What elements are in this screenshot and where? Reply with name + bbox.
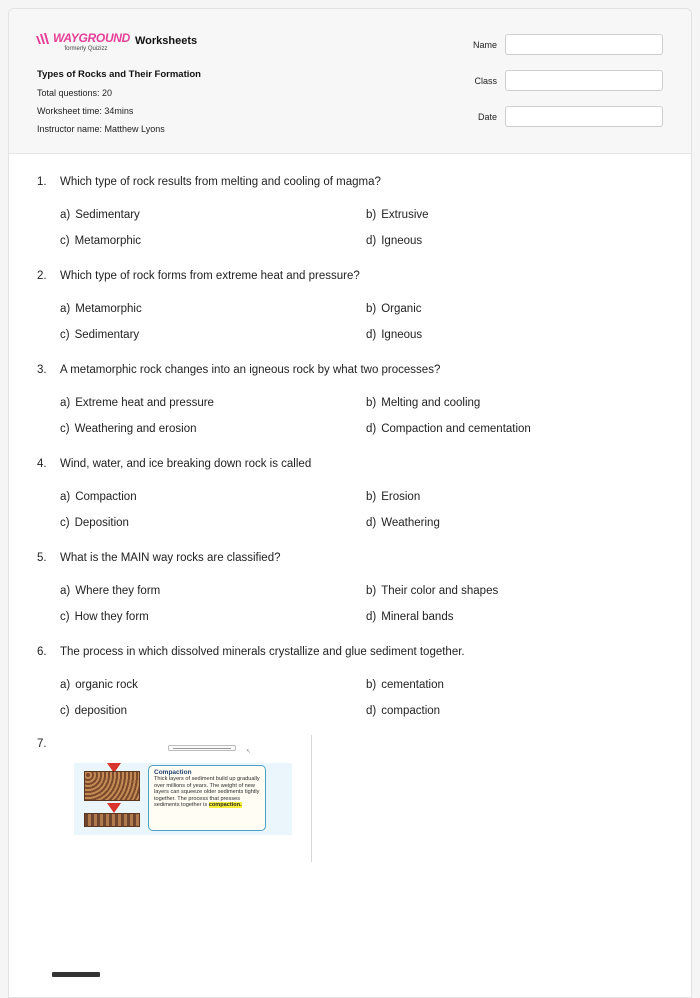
option-letter: d) [366, 423, 377, 435]
product-name: Worksheets [135, 35, 198, 47]
option-d[interactable] [366, 517, 626, 529]
option-text: deposition [74, 705, 128, 717]
figure-callout [148, 765, 266, 831]
callout-title: Compaction [154, 769, 192, 776]
option-text: Metamorphic [75, 303, 142, 315]
option-a[interactable] [60, 397, 366, 409]
class-row [473, 70, 663, 91]
option-d[interactable] [366, 705, 626, 717]
option-c[interactable] [60, 611, 366, 623]
option-letter: b) [366, 679, 377, 691]
pressure-arrow-icon [107, 803, 121, 813]
compacted-layer-image [84, 813, 140, 827]
cursor-icon: ↖ [246, 749, 252, 755]
option-text: Igneous [381, 329, 423, 341]
date-label: Date [477, 111, 497, 122]
total-questions: Total questions: 20 [37, 88, 113, 98]
option-d[interactable] [366, 423, 626, 435]
option-a[interactable] [60, 679, 366, 691]
worksheet-meta [37, 69, 201, 134]
option-letter: d) [366, 329, 377, 341]
logo-text: WAYGROUND [52, 31, 131, 45]
option-text: Weathering [381, 517, 440, 529]
option-letter: c) [60, 423, 70, 435]
option-a[interactable] [60, 303, 366, 315]
option-text: Extreme heat and pressure [75, 397, 214, 409]
question-image-frame [60, 735, 312, 862]
question-3 [37, 364, 663, 435]
callout-body: Thick layers of sediment build up gradually over millions of years. The weight of new layers can squeeze older sediments tightly together. The process that presses sediments together is [154, 776, 260, 809]
option-letter: c) [60, 329, 70, 341]
option-b[interactable] [366, 209, 626, 221]
option-text: Extrusive [381, 209, 429, 221]
option-letter: d) [366, 705, 377, 717]
logo-subtitle: formerly Quizizz [64, 46, 108, 52]
option-letter: a) [60, 209, 71, 221]
question-number: 5. [37, 552, 47, 564]
option-text: Weathering and erosion [74, 423, 197, 435]
option-a[interactable] [60, 585, 366, 597]
option-letter: b) [366, 585, 377, 597]
option-text: Deposition [74, 517, 129, 529]
answer-options [60, 303, 663, 341]
option-text: Where they form [75, 585, 161, 597]
question-list [9, 154, 691, 862]
option-text: Melting and cooling [381, 397, 481, 409]
option-b[interactable] [366, 303, 626, 315]
option-c[interactable] [60, 517, 366, 529]
wayground-mark-icon [36, 33, 51, 44]
option-c[interactable] [60, 329, 366, 341]
option-letter: d) [366, 235, 377, 247]
option-text: Erosion [381, 491, 421, 503]
option-letter: a) [60, 491, 71, 503]
callout-text [154, 776, 260, 809]
question-6 [37, 646, 663, 717]
question-number: 1. [37, 176, 47, 188]
question-text: Which type of rock results from melting and cooling of magma? [60, 176, 381, 188]
question-number: 3. [37, 364, 47, 376]
callout-highlight: compaction. [208, 802, 242, 809]
option-c[interactable] [60, 705, 366, 717]
name-label: Name [472, 39, 497, 50]
option-text: Igneous [381, 235, 423, 247]
option-text: Compaction and cementation [381, 423, 531, 435]
worksheet-header [9, 9, 691, 154]
answer-options [60, 397, 663, 435]
brand [37, 31, 197, 52]
option-letter: a) [60, 397, 71, 409]
option-letter: a) [60, 679, 71, 691]
option-text: Metamorphic [74, 235, 142, 247]
option-d[interactable] [366, 611, 626, 623]
name-row [473, 34, 663, 55]
option-d[interactable] [366, 329, 626, 341]
option-letter: c) [60, 705, 70, 717]
option-letter: b) [366, 303, 377, 315]
worksheet-page [8, 8, 692, 998]
question-4 [37, 458, 663, 529]
question-text: Wind, water, and ice breaking down rock is called [60, 458, 312, 470]
compaction-figure [74, 763, 292, 835]
answer-options [60, 491, 663, 529]
option-letter: c) [60, 611, 70, 623]
question-5 [37, 552, 663, 623]
option-c[interactable] [60, 235, 366, 247]
option-text: Their color and shapes [381, 585, 499, 597]
option-b[interactable] [366, 491, 626, 503]
option-b[interactable] [366, 397, 626, 409]
question-text: The process in which dissolved minerals crystallize and glue sediment together. [60, 646, 465, 658]
class-field[interactable] [505, 70, 663, 91]
question-number: 4. [37, 458, 47, 470]
instructor-name: Instructor name: Matthew Lyons [37, 124, 165, 134]
figure-header-bar [168, 745, 236, 751]
option-letter: c) [60, 517, 70, 529]
question-7 [37, 738, 663, 862]
option-a[interactable] [60, 209, 366, 221]
option-letter: d) [366, 611, 377, 623]
image-footer-bar [52, 972, 100, 977]
option-letter: c) [60, 235, 70, 247]
option-letter: b) [366, 397, 377, 409]
option-text: Compaction [75, 491, 137, 503]
option-text: compaction [381, 705, 441, 717]
answer-options [60, 679, 663, 717]
question-text: Which type of rock forms from extreme heat and pressure? [60, 270, 360, 282]
option-text: cementation [381, 679, 444, 691]
question-number: 6. [37, 646, 47, 658]
option-text: How they form [74, 611, 149, 623]
name-field[interactable] [505, 34, 663, 55]
class-label: Class [474, 75, 497, 86]
option-letter: a) [60, 303, 71, 315]
option-text: Sedimentary [75, 209, 140, 221]
option-letter: d) [366, 517, 377, 529]
option-a[interactable] [60, 491, 366, 503]
option-b[interactable] [366, 585, 626, 597]
option-letter: b) [366, 491, 377, 503]
question-number: 2. [37, 270, 47, 282]
option-d[interactable] [366, 235, 626, 247]
student-fields [473, 34, 663, 142]
question-1 [37, 176, 663, 247]
wayground-logo [37, 31, 129, 52]
option-text: organic rock [75, 679, 138, 691]
answer-options [60, 585, 663, 623]
worksheet-time: Worksheet time: 34mins [37, 106, 134, 116]
option-c[interactable] [60, 423, 366, 435]
option-letter: a) [60, 585, 71, 597]
option-text: Mineral bands [381, 611, 454, 623]
option-text: Sedimentary [74, 329, 140, 341]
option-b[interactable] [366, 679, 626, 691]
option-letter: b) [366, 209, 377, 221]
sediment-layer-image [84, 771, 140, 801]
worksheet-title: Types of Rocks and Their Formation [37, 69, 201, 80]
option-text: Organic [381, 303, 422, 315]
date-field[interactable] [505, 106, 663, 127]
question-text: What is the MAIN way rocks are classified? [60, 552, 281, 564]
answer-options [60, 209, 663, 247]
question-number: 7. [37, 738, 47, 750]
question-text: A metamorphic rock changes into an igneous rock by what two processes? [60, 364, 441, 376]
question-2 [37, 270, 663, 341]
date-row [473, 106, 663, 127]
